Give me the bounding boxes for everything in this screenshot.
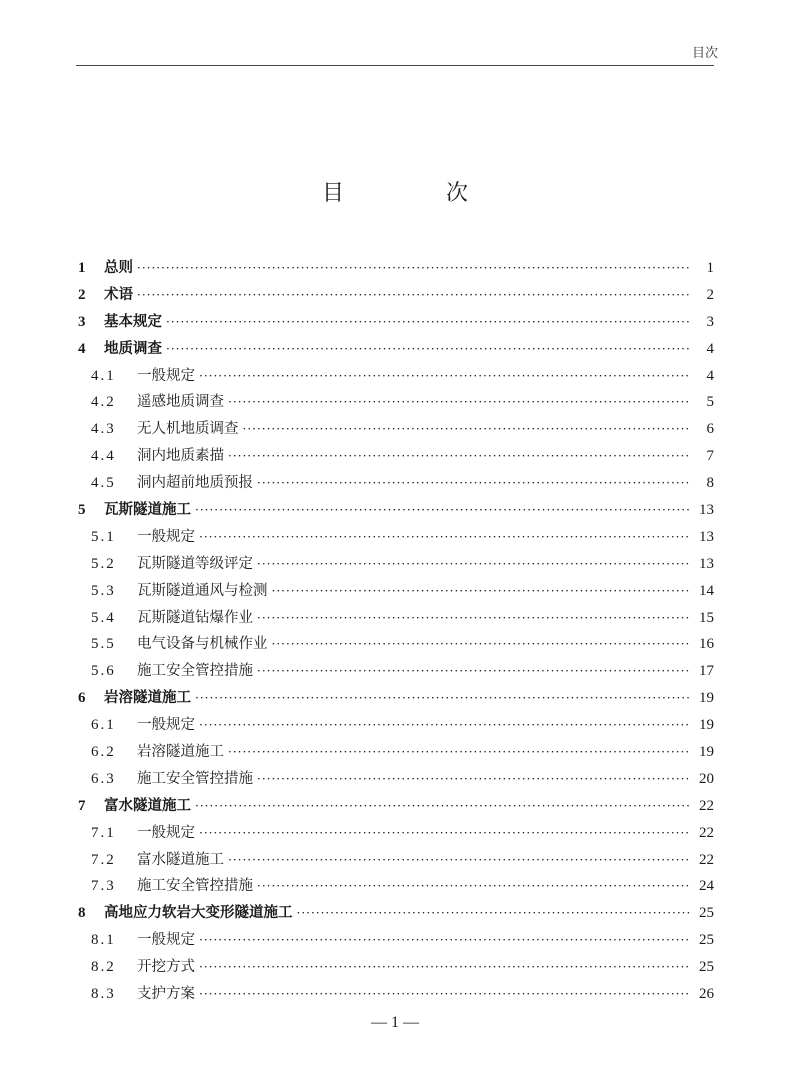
- toc-entry-page: 4: [706, 340, 714, 357]
- toc-entry-page: 20: [699, 770, 714, 787]
- toc-entry-number: 6.2: [91, 744, 116, 761]
- toc-dot-leader: [257, 873, 690, 900]
- toc-dot-leader: [199, 820, 690, 847]
- toc-entry[interactable]: [76, 389, 714, 416]
- toc-entry-page: 13: [699, 502, 714, 519]
- toc-entry-page: 19: [699, 690, 714, 707]
- toc-entry-title: 支护方案: [137, 986, 195, 1003]
- toc-dot-leader: [195, 793, 690, 820]
- toc-entry-number: 5.1: [91, 528, 116, 545]
- toc-dot-leader: [166, 309, 690, 336]
- toc-entry[interactable]: [76, 981, 714, 1008]
- toc-entry[interactable]: [76, 820, 714, 847]
- toc-entry-page: 22: [699, 797, 714, 814]
- toc-entry-title: 开挖方式: [137, 959, 195, 976]
- toc-entry-title: 高地应力软岩大变形隧道施工: [104, 905, 293, 922]
- toc-entry-title: 一般规定: [137, 367, 195, 384]
- toc-entry-page: 25: [699, 932, 714, 949]
- toc-entry-page: 22: [699, 851, 714, 868]
- toc-entry-number: 5.5: [91, 636, 116, 653]
- toc-entry-number: 5.2: [91, 555, 116, 572]
- toc-entry-title: 瓦斯隧道施工: [104, 502, 191, 519]
- toc-entry[interactable]: [76, 443, 714, 470]
- toc-dot-leader: [228, 389, 690, 416]
- toc-entry-title: 瓦斯隧道通风与检测: [137, 582, 268, 599]
- toc-entry-number: 5.4: [91, 609, 116, 626]
- toc-dot-leader: [257, 551, 690, 578]
- toc-dot-leader: [243, 416, 691, 443]
- toc-entry-page: 1: [706, 260, 714, 276]
- toc-entry-number: 5.6: [91, 663, 116, 680]
- toc-dot-leader: [199, 712, 690, 739]
- toc-entry-number: 4: [78, 340, 86, 357]
- toc-entry-page: 19: [699, 717, 714, 734]
- toc-entry-title: 基本规定: [104, 313, 162, 330]
- toc-entry-number: 8: [78, 905, 86, 922]
- toc-entry-page: 25: [699, 959, 714, 976]
- toc-entry[interactable]: [76, 631, 714, 658]
- toc-dot-leader: [199, 927, 690, 954]
- toc-dot-leader: [257, 605, 690, 632]
- toc-entry[interactable]: [76, 578, 714, 605]
- toc-entry-number: 6.1: [91, 717, 116, 734]
- toc-entry-title: 遥感地质调查: [137, 394, 224, 411]
- toc-entry-title: 一般规定: [137, 528, 195, 545]
- toc-entry-title: 岩溶隧道施工: [137, 744, 224, 761]
- toc-entry-title: 富水隧道施工: [104, 797, 191, 814]
- toc-entry-page: 17: [699, 663, 714, 680]
- toc-entry-page: 2: [706, 286, 714, 303]
- toc-entry[interactable]: [76, 255, 714, 282]
- toc-entry[interactable]: [76, 551, 714, 578]
- toc-entry[interactable]: [76, 309, 714, 336]
- toc-entry-number: 8.2: [91, 959, 116, 976]
- toc-entry[interactable]: [76, 847, 714, 874]
- toc-entry[interactable]: [76, 282, 714, 309]
- toc-entry-title: 一般规定: [137, 717, 195, 734]
- toc-entry-page: 22: [699, 824, 714, 841]
- toc-entry-number: 6: [78, 690, 86, 707]
- toc-entry-number: 7: [78, 797, 86, 814]
- toc-entry-title: 总则: [104, 260, 133, 276]
- toc-entry-number: 7.2: [91, 851, 116, 868]
- toc-dot-leader: [257, 766, 690, 793]
- toc-entry-title: 无人机地质调查: [137, 421, 239, 438]
- toc-entry[interactable]: [76, 605, 714, 632]
- toc-entry-page: 13: [699, 528, 714, 545]
- toc-entry-page: 24: [699, 878, 714, 895]
- toc-entry[interactable]: [76, 497, 714, 524]
- toc-entry-title: 一般规定: [137, 932, 195, 949]
- toc-entry-number: 5: [78, 502, 86, 519]
- toc-entry-number: 5.3: [91, 582, 116, 599]
- toc-entry[interactable]: [76, 739, 714, 766]
- toc-dot-leader: [195, 497, 690, 524]
- toc-entry-page: 16: [699, 636, 714, 653]
- toc-entry[interactable]: [76, 873, 714, 900]
- toc-entry[interactable]: [76, 712, 714, 739]
- running-header: 目次: [691, 46, 718, 61]
- toc-entry-page: 3: [706, 313, 714, 330]
- toc-entry[interactable]: [76, 524, 714, 551]
- toc-entry[interactable]: [76, 900, 714, 927]
- toc-entry-number: 2: [78, 286, 86, 303]
- toc-entry-number: 7.1: [91, 824, 116, 841]
- toc-dot-leader: [137, 255, 690, 282]
- toc-dot-leader: [257, 470, 690, 497]
- toc-dot-leader: [137, 282, 690, 309]
- toc-dot-leader: [228, 847, 690, 874]
- toc-dot-leader: [195, 685, 690, 712]
- toc-entry-title: 瓦斯隧道等级评定: [137, 555, 253, 572]
- toc-entry-number: 6.3: [91, 770, 116, 787]
- toc-entry-title: 施工安全管控措施: [137, 663, 253, 680]
- toc-entry-number: 4.1: [91, 367, 116, 384]
- toc-entry-title: 岩溶隧道施工: [104, 690, 191, 707]
- toc-entry[interactable]: [76, 658, 714, 685]
- toc-entry-title: 一般规定: [137, 824, 195, 841]
- toc-entry-page: 26: [699, 986, 714, 1003]
- toc-dot-leader: [199, 524, 690, 551]
- toc-entry-number: 3: [78, 313, 86, 330]
- toc-entry[interactable]: [76, 793, 714, 820]
- toc-entry-title: 电气设备与机械作业: [137, 636, 268, 653]
- toc-entry-title: 洞内地质素描: [137, 448, 224, 465]
- toc-entry-page: 6: [706, 421, 714, 438]
- toc-entry-page: 8: [706, 475, 714, 492]
- page-number: — 1 —: [371, 1014, 419, 1031]
- toc-entry-page: 13: [699, 555, 714, 572]
- toc-entry-page: 15: [699, 609, 714, 626]
- toc-dot-leader: [199, 363, 690, 390]
- toc-entry-title: 术语: [104, 286, 133, 303]
- toc-entry[interactable]: [76, 685, 714, 712]
- header-divider: [76, 65, 714, 66]
- toc-entry[interactable]: [76, 766, 714, 793]
- toc-entry-page: 7: [706, 448, 714, 465]
- toc-entry[interactable]: [76, 470, 714, 497]
- toc-entry-number: 1: [78, 260, 86, 276]
- toc-entry[interactable]: [76, 954, 714, 981]
- page-title: 目 次: [321, 181, 508, 206]
- toc-entry-number: 8.1: [91, 932, 116, 949]
- toc-entry[interactable]: [76, 416, 714, 443]
- toc-entry-title: 瓦斯隧道钻爆作业: [137, 609, 253, 626]
- toc-entry-title: 洞内超前地质预报: [137, 475, 253, 492]
- toc-entry-title: 地质调查: [104, 340, 162, 357]
- toc-dot-leader: [257, 658, 690, 685]
- toc-dot-leader: [297, 900, 691, 927]
- toc-entry-number: 4.5: [91, 475, 116, 492]
- toc-entry-number: 4.3: [91, 421, 116, 438]
- toc-entry[interactable]: [76, 336, 714, 363]
- toc-entry-number: 7.3: [91, 878, 116, 895]
- toc-entry-number: 4.4: [91, 448, 116, 465]
- toc-dot-leader: [199, 954, 690, 981]
- toc-entry-title: 施工安全管控措施: [137, 770, 253, 787]
- toc-entry-title: 施工安全管控措施: [137, 878, 253, 895]
- toc-entry[interactable]: [76, 927, 714, 954]
- toc-entry-page: 19: [699, 744, 714, 761]
- toc-dot-leader: [166, 336, 690, 363]
- toc-entry-page: 5: [706, 394, 714, 411]
- toc-entry-number: 8.3: [91, 986, 116, 1003]
- toc-dot-leader: [228, 443, 690, 470]
- toc-entry[interactable]: [76, 363, 714, 390]
- toc-entry-title: 富水隧道施工: [137, 851, 224, 868]
- toc-entry-page: 14: [699, 582, 714, 599]
- toc-entry-page: 25: [699, 905, 714, 922]
- toc-dot-leader: [272, 578, 691, 605]
- toc-dot-leader: [199, 981, 690, 1008]
- table-of-contents: [76, 255, 714, 1008]
- toc-entry-page: 4: [706, 367, 714, 384]
- toc-dot-leader: [228, 739, 690, 766]
- toc-entry-number: 4.2: [91, 394, 116, 411]
- toc-dot-leader: [272, 631, 691, 658]
